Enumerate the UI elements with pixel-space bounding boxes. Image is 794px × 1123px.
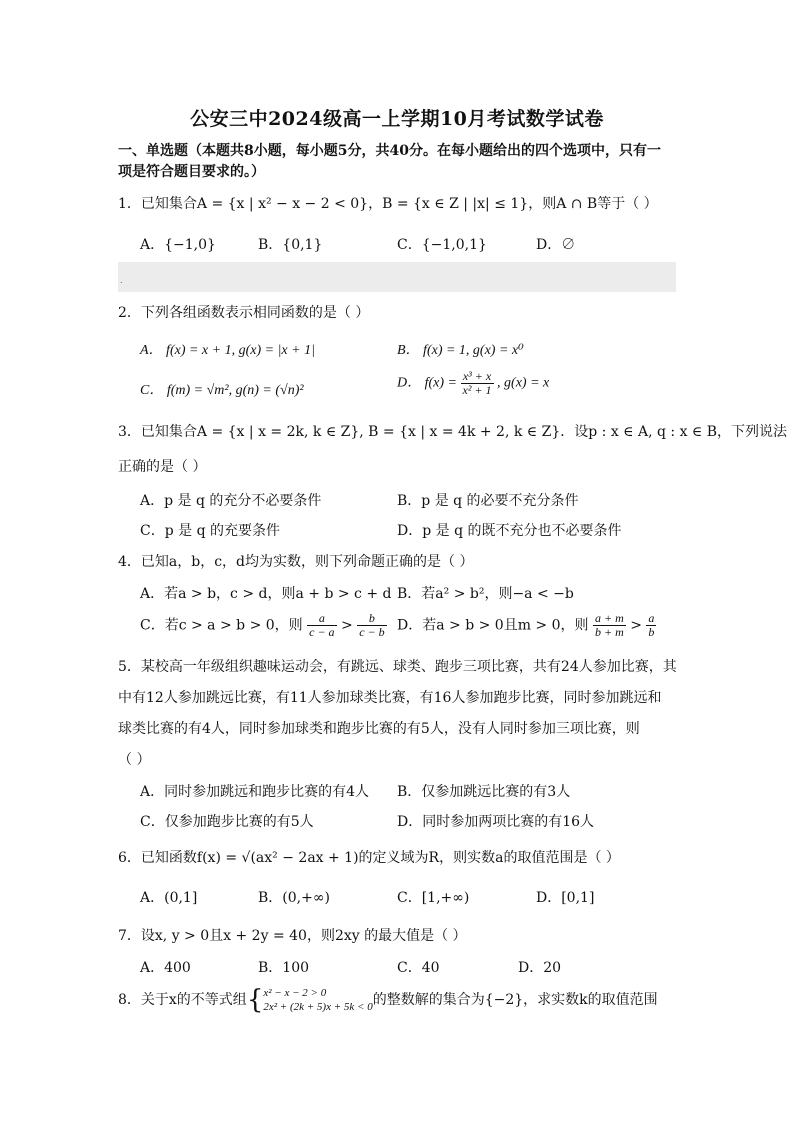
q4-option-d [397, 612, 656, 639]
q6-option-b: B．(0,+∞) [258, 890, 330, 906]
q6-option-d: D．[0,1] [536, 890, 595, 906]
q3-option-b: B．p 是 q 的必要不充分条件 [397, 493, 579, 509]
section-heading-line2: 项是符合题目要求的。） [118, 164, 265, 180]
q7-option-d: D．20 [518, 960, 562, 976]
q7-option-a: A．400 [140, 960, 191, 976]
q2-option-d-fraction [461, 370, 494, 397]
q5-line1: 5．某校高一年级组织趣味运动会，有跳远、球类、跑步三项比赛，共有24人参加比赛，其 [118, 659, 677, 675]
section-heading-line1: 一、单选题（本题共8小题，每小题5分，共40分。在每小题给出的四个选项中，只有一 [118, 143, 661, 159]
q2-option-d [397, 370, 549, 397]
q2-stem: 2．下列各组函数表示相同函数的是（ ） [118, 305, 370, 321]
q1-option-c: C．{−1,0,1} [397, 237, 487, 253]
q4-d-fraction-1 [593, 612, 626, 639]
q8-stem [118, 985, 658, 1015]
q2-option-d-prefix: D． f(x) = [397, 375, 457, 391]
q2-option-c: C． f(m) = √m², g(n) = (√n)² [140, 383, 304, 398]
q2-option-a: A． f(x) = x + 1, g(x) = |x + 1| [140, 343, 315, 358]
q5-line3: 球类比赛的有4人，同时参加球类和跑步比赛的有5人，没有人同时参加三项比赛，则 [118, 721, 640, 737]
q4-c-num2: b [357, 612, 386, 626]
q7-stem: 7．设x, y > 0且x + 2y = 40，则2xy 的最大值是（ ） [118, 928, 467, 944]
q8-inequality-1: x² − x − 2 > 0 [263, 987, 327, 999]
q8-brace: { [246, 985, 264, 1015]
q8-stem-suffix: 的整数解的集合为{−2}，求实数k的取值范围 [372, 992, 658, 1008]
q6-option-a: A．(0,1] [140, 890, 198, 906]
q4-d-num1: a + m [594, 611, 624, 625]
q4-c-greater: > [341, 617, 353, 634]
q1-option-d: D．∅ [536, 237, 576, 253]
q4-option-c-prefix: C．若c > a > b > 0，则 [140, 617, 303, 634]
q4-option-a: A．若a > b，c > d，则a + b > c + d [140, 586, 392, 602]
q4-stem: 4．已知a，b，c，d均为实数，则下列命题正确的是（ ） [118, 554, 474, 570]
q8-inequality-2: 2x² + (2k + 5)x + 5k < 0 [263, 1001, 373, 1013]
q2-option-b: B． f(x) = 1, g(x) = x⁰ [397, 343, 524, 358]
answer-band [118, 262, 676, 292]
q4-d-num2: a [648, 611, 655, 625]
q4-option-b: B．若a² > b²，则−a < −b [397, 586, 574, 602]
q5-option-a: A．同时参加跳远和跑步比赛的有4人 [140, 784, 370, 800]
q7-option-b: B．100 [258, 960, 310, 976]
q7-option-c: C．40 [397, 960, 440, 976]
q5-option-d: D．同时参加两项比赛的有16人 [397, 814, 595, 830]
q8-stem-prefix: 8．关于x的不等式组 [118, 992, 247, 1008]
q1-stem: 1．已知集合A = {x | x² − x − 2 < 0}，B = {x ∈ Z | |x| ≤ 1}，则A ∩ B等于（ ） [118, 196, 658, 212]
q5-option-c: C．仅参加跑步比赛的有5人 [140, 814, 314, 830]
exam-title: 公安三中2024级高一上学期10月考试数学试卷 [190, 108, 604, 130]
q2-d-denominator: x² + 1 [462, 383, 492, 397]
q4-d-greater: > [630, 617, 642, 634]
q6-stem: 6．已知函数f(x) = √(ax² − 2ax + 1)的定义域为R，则实数a的取值范围是（ ） [118, 850, 620, 866]
q4-c-fraction-2 [357, 612, 386, 639]
q3-option-c: C．p 是 q 的充要条件 [140, 523, 280, 539]
q4-option-d-prefix: D．若a > b > 0且m > 0，则 [397, 617, 589, 634]
q5-option-b: B．仅参加跳远比赛的有3人 [397, 784, 571, 800]
q4-c-den1: c − a [309, 625, 335, 639]
q1-option-a: A．{−1,0} [140, 237, 216, 253]
q4-d-den1: b + m [594, 625, 624, 639]
q2-d-numerator: x³ + x [461, 370, 494, 384]
band-dot: . [120, 276, 123, 285]
q5-line2: 中有12人参加跳远比赛，有11人参加球类比赛，有16人参加跑步比赛，同时参加跳远和 [118, 690, 662, 706]
q6-option-c: C．[1,+∞) [397, 890, 470, 906]
q3-option-a: A．p 是 q 的充分不必要条件 [140, 493, 322, 509]
q4-d-den2: b [648, 625, 655, 639]
q4-c-fraction-1 [307, 612, 336, 639]
q3-stem-line1: 3．已知集合A = {x | x = 2k, k ∈ Z}, B = {x | x = 4k + 2, k ∈ Z}．设p : x ∈ A, q : x ∈ B，下列说法 [118, 424, 788, 440]
q3-option-d: D．p 是 q 的既不充分也不必要条件 [397, 523, 622, 539]
q4-d-fraction-2 [646, 612, 656, 639]
q4-option-c [140, 612, 387, 639]
q4-c-den2: c − b [359, 625, 385, 639]
q1-option-b: B．{0,1} [258, 237, 323, 253]
q4-c-num1: a [307, 612, 336, 626]
q2-option-d-suffix: , g(x) = x [497, 375, 550, 391]
q3-stem-line2: 正确的是（ ） [118, 459, 207, 475]
q5-line4: （ ） [118, 752, 151, 768]
q8-inequality-system [263, 986, 372, 1014]
